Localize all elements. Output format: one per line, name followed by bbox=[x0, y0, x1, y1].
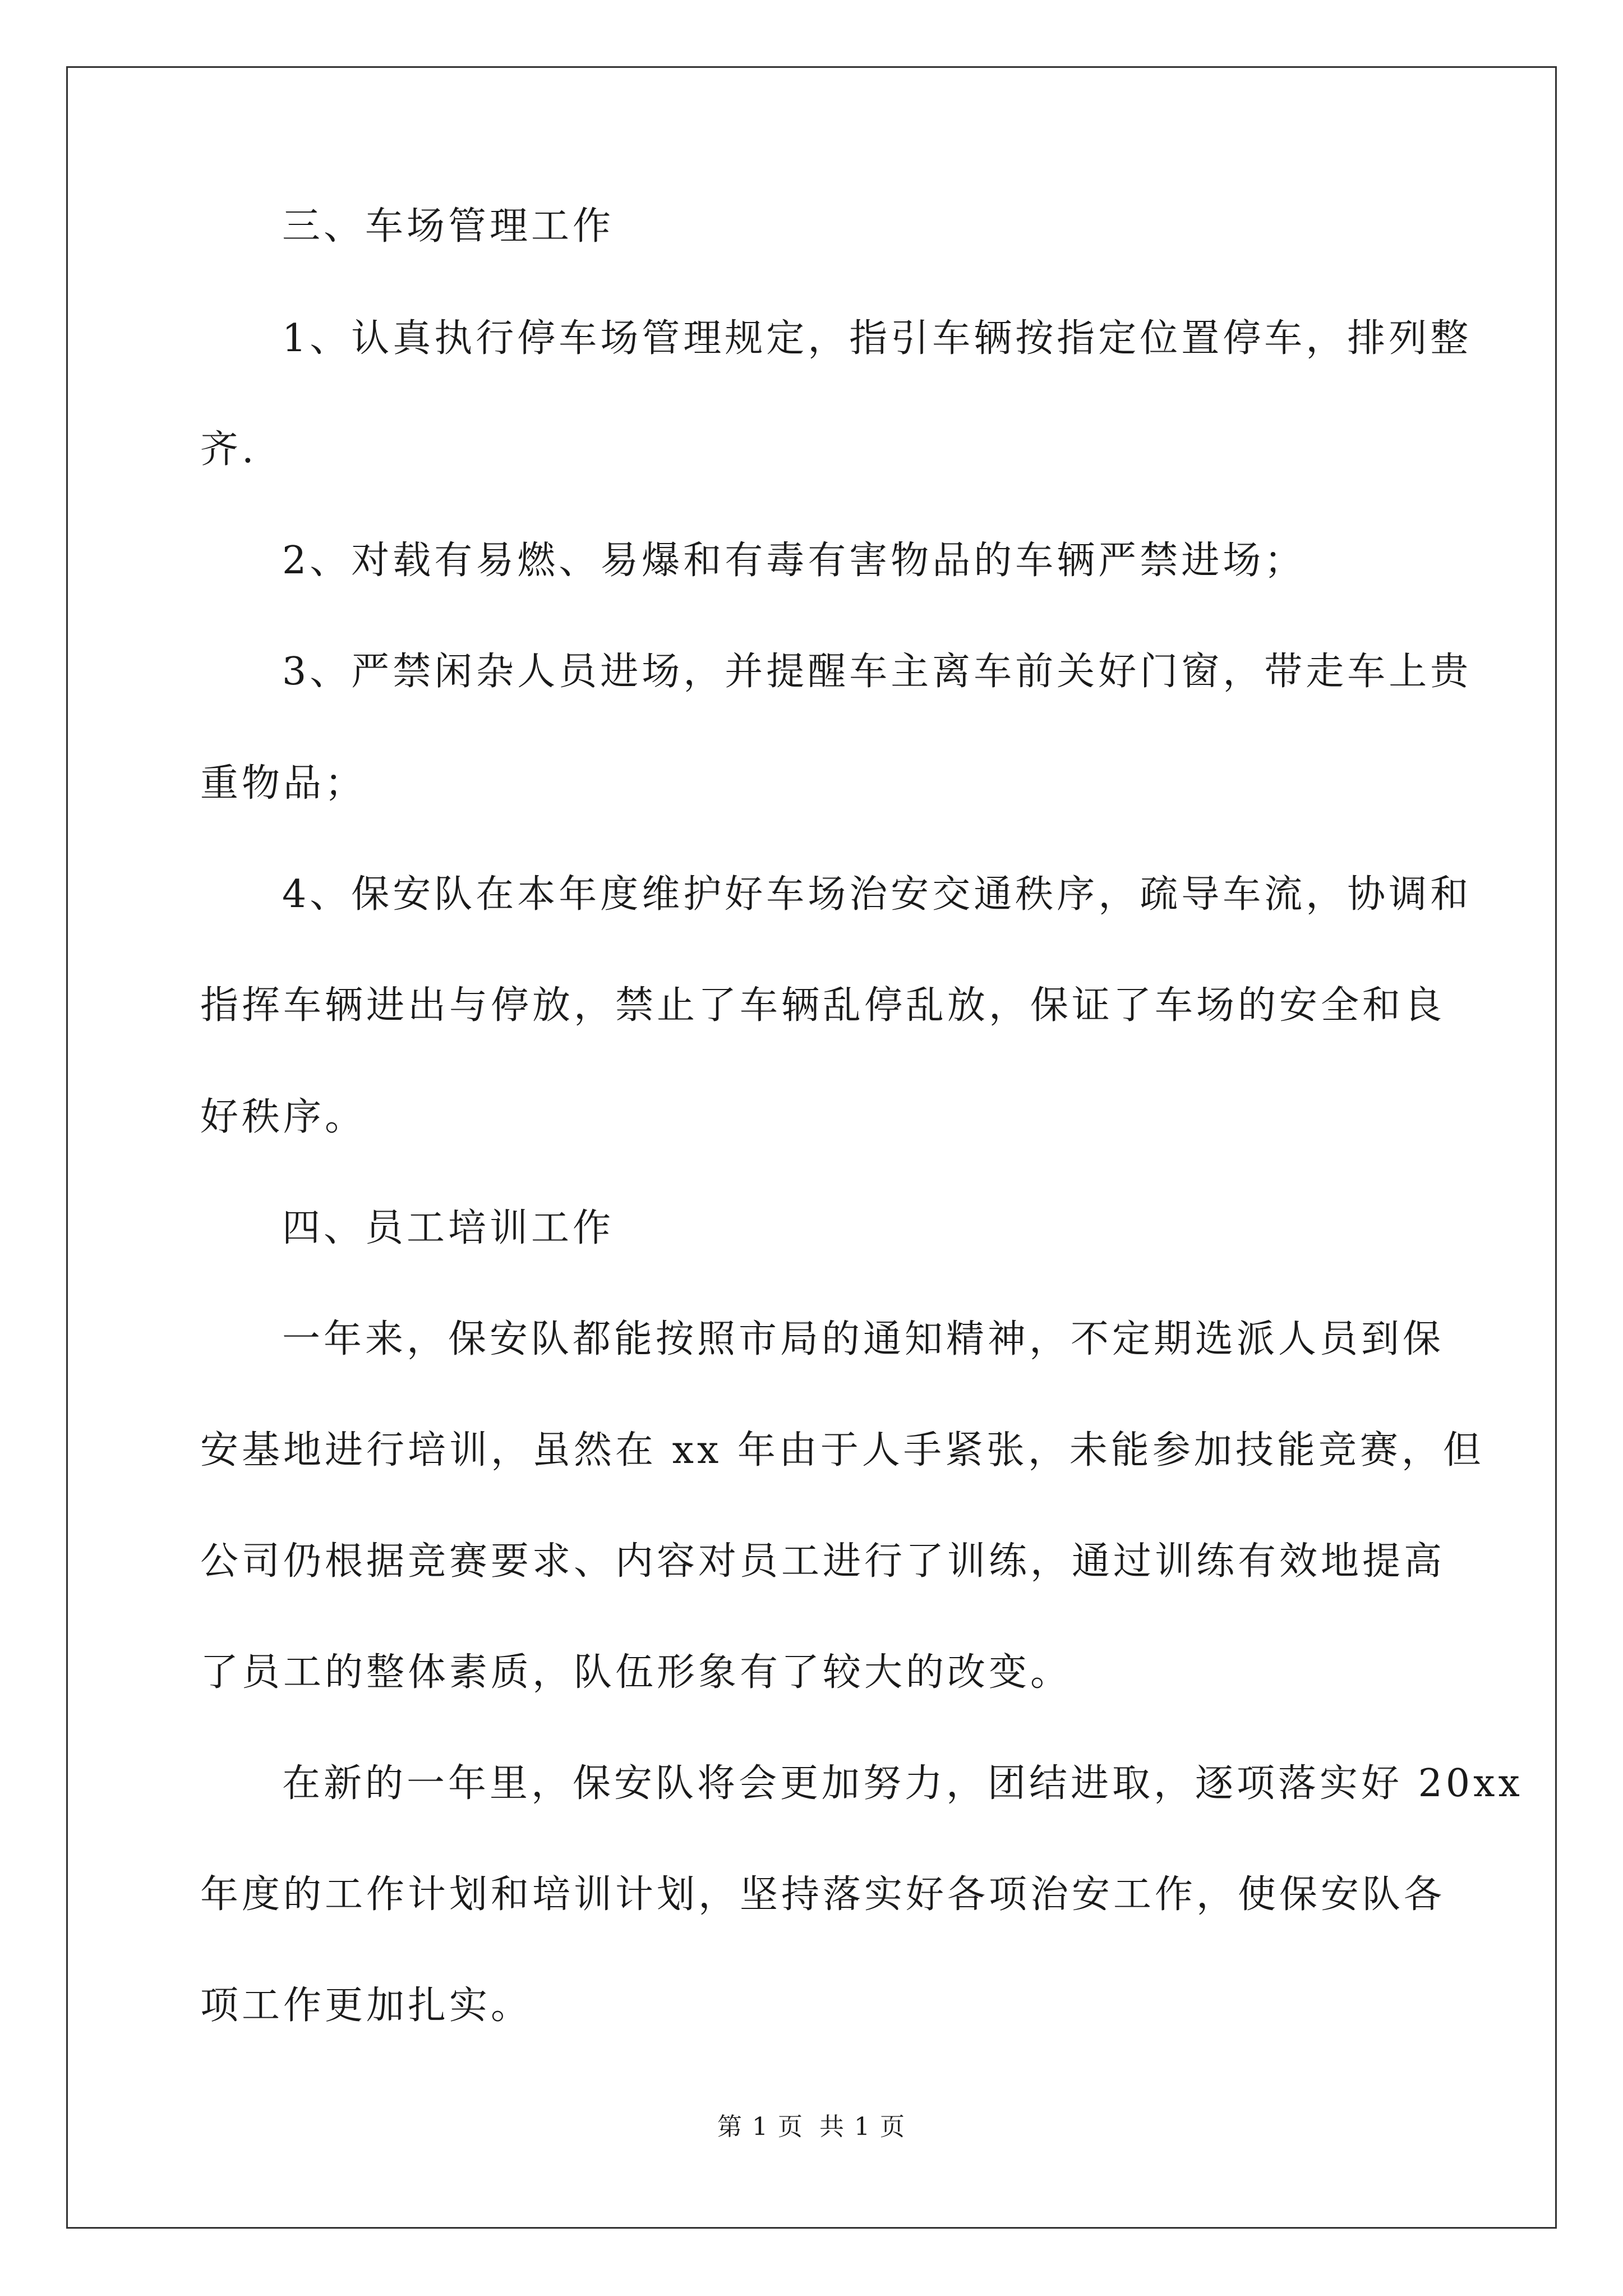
section-heading-training: 四、员工培训工作 bbox=[282, 1206, 615, 1250]
paragraph-line: 年度的工作计划和培训计划，坚持落实好各项治安工作，使保安队各 bbox=[200, 1872, 1446, 1917]
paragraph-line: 在新的一年里，保安队将会更加努力，团结进取，逐项落实好 20xx bbox=[282, 1761, 1523, 1806]
paragraph-line: 公司仍根据竞赛要求、内容对员工进行了训练，通过训练有效地提高 bbox=[200, 1539, 1446, 1584]
page-number: 第 1 页 bbox=[717, 2113, 804, 2141]
paragraph-line: 2、对载有易燃、易爆和有毒有害物品的车辆严禁进场； bbox=[282, 539, 1306, 583]
paragraph-line: 1、认真执行停车场管理规定，指引车辆按指定位置停车，排列整 bbox=[282, 316, 1472, 361]
section-heading-parking: 三、车场管理工作 bbox=[282, 204, 615, 249]
paragraph-line: 好秩序。 bbox=[200, 1095, 367, 1139]
paragraph-line: 4、保安队在本年度维护好车场治安交通秩序，疏导车流，协调和 bbox=[282, 872, 1472, 917]
paragraph-line: 指挥车辆进出与停放，禁止了车辆乱停乱放，保证了车场的安全和良 bbox=[200, 983, 1446, 1028]
page-footer bbox=[0, 2115, 1623, 2139]
paragraph-line: 重物品； bbox=[200, 761, 367, 806]
paragraph-line: 一年来，保安队都能按照市局的通知精神，不定期选派人员到保 bbox=[282, 1317, 1445, 1361]
paragraph-line: 项工作更加扎实。 bbox=[200, 1984, 533, 2028]
paragraph-line: 了员工的整体素质，队伍形象有了较大的改变。 bbox=[200, 1650, 1072, 1695]
paragraph-line: 齐. bbox=[200, 427, 257, 472]
paragraph-line: 安基地进行培训，虽然在 xx 年由于人手紧张，未能参加技能竞赛，但 bbox=[200, 1428, 1484, 1473]
page-total: 共 1 页 bbox=[819, 2113, 906, 2141]
paragraph-line: 3、严禁闲杂人员进场，并提醒车主离车前关好门窗，带走车上贵 bbox=[282, 650, 1472, 694]
